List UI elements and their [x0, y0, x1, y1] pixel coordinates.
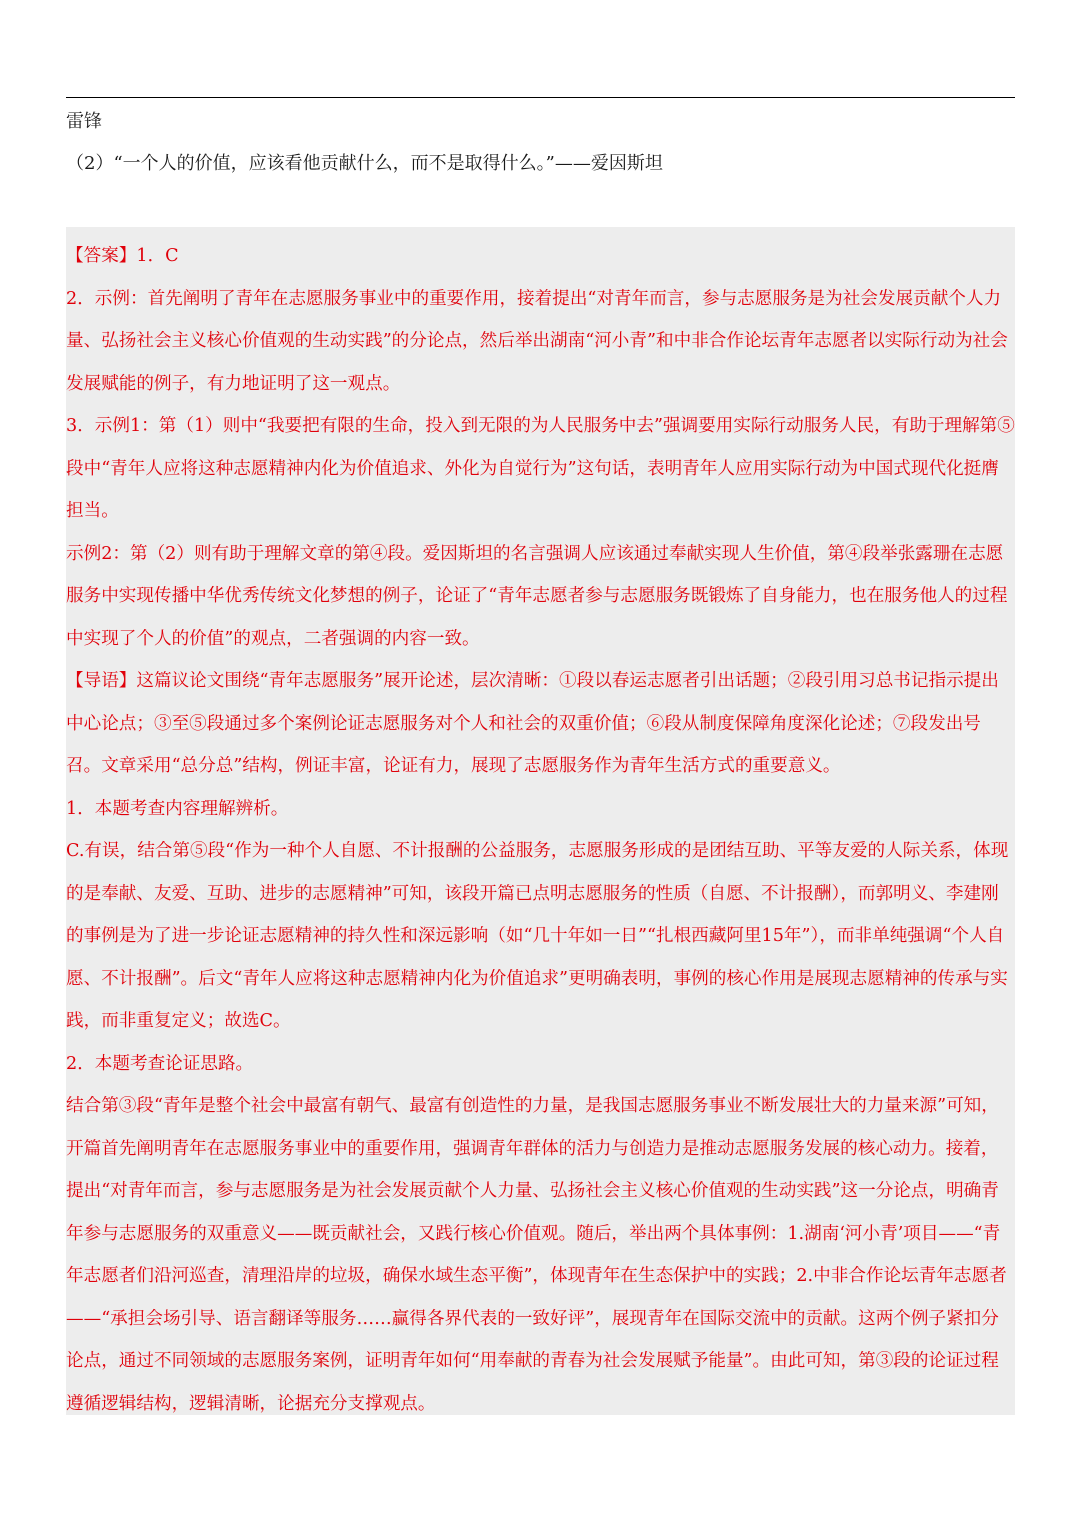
header-rule	[66, 97, 1015, 98]
answer-key: 【答案】1．C	[66, 246, 179, 266]
prev-text-line: 雷锋	[66, 111, 102, 132]
answer-item-2: 2．示例：首先阐明了青年在志愿服务事业中的重要作用，接着提出“对青年而言，参与志愿服务是为社会发展贡献个人力量、弘扬社会主义核心价值观的生动实践”的分论点，然后举出湖南“河小青”和中非合作论坛青年志愿者以实际行动为社会发展赋能的例子，有力地证明了这一观点。	[66, 288, 1008, 394]
answer-section	[66, 227, 1015, 1415]
analysis-2-body: 结合第③段“青年是整个社会中最富有朝气、最富有创造性的力量，是我国志愿服务事业不断发展壮大的力量来源”可知，开篇首先阐明青年在志愿服务事业中的重要作用，强调青年群体的活力与创造力是推动志愿服务发展的核心动力。接着，提出“对青年而言，参与志愿服务是为社会发展贡献个人力量、弘扬社会主义核心价值观的生动实践”这一分论点，明确青年参与志愿服务的双重意义——既贡献社会，又践行核心价值观。随后，举出两个具体事例：1.湖南‘河小青’项目——“青年志愿者们沿河巡查，清理沿岸的垃圾，确保水域生态平衡”，体现青年在生态保护中的实践；2.中非合作论坛青年志愿者——“承担会场引导、语言翻译等服务……赢得各界代表的一致好评”，展现青年在国际交流中的贡献。这两个例子紧扣分论点，通过不同领域的志愿服务案例，证明青年如何“用奉献的青春为社会发展赋予能量”。由此可知，第③段的论证过程遵循逻辑结构，逻辑清晰，论据充分支撑观点。	[66, 1096, 1007, 1414]
answer-item-3-example-1: 3．示例1：第（1）则中“我要把有限的生命，投入到无限的为人民服务中去”强调要用实际行动服务人民，有助于理解第⑤段中“青年人应将这种志愿精神内化为价值追求、外化为自觉行为”这句话，表明青年人应用实际行动为中国式现代化挺膺担当。	[66, 416, 1015, 521]
guide-paragraph: 【导语】这篇议论文围绕“青年志愿服务”展开论述，层次清晰：①段以春运志愿者引出话题；②段引用习总书记指示提出中心论点；③至⑤段通过多个案例论证志愿服务对个人和社会的双重价值；⑥段从制度保障角度深化论述；⑦段发出号召。文章采用“总分总”结构，例证丰富，论证有力，展现了志愿服务作为青年生活方式的重要意义。	[66, 671, 999, 776]
quote-einstein: （2）“一个人的价值，应该看他贡献什么，而不是取得什么。”——爱因斯坦	[66, 153, 663, 174]
analysis-1-body: C.有误，结合第⑤段“作为一种个人自愿、不计报酬的公益服务，志愿服务形成的是团结互助、平等友爱的人际关系，体现的是奉献、友爱、互助、进步的志愿精神”可知，该段开篇已点明志愿服务的性质（自愿、不计报酬），而郭明义、李建刚的事例是为了进一步论证志愿精神的持久性和深远影响（如“几十年如一日”“扎根西藏阿里15年”），而非单纯强调“个人自愿、不计报酬”。后文“青年人应将这种志愿精神内化为价值追求”更明确表明，事例的核心作用是展现志愿精神的传承与实践，而非重复定义；故选C。	[66, 841, 1009, 1031]
analysis-2-heading: 2．本题考查论证思路。	[66, 1053, 254, 1074]
answer-item-3-example-2: 示例2：第（2）则有助于理解文章的第④段。爱因斯坦的名言强调人应该通过奉献实现人生价值，第④段举张露珊在志愿服务中实现传播中华优秀传统文化梦想的例子，论证了“青年志愿者参与志愿服务既锻炼了自身能力，也在服务他人的过程中实现了个人的价值”的观点，二者强调的内容一致。	[66, 543, 1008, 649]
analysis-1-heading: 1．本题考查内容理解辨析。	[66, 798, 289, 819]
